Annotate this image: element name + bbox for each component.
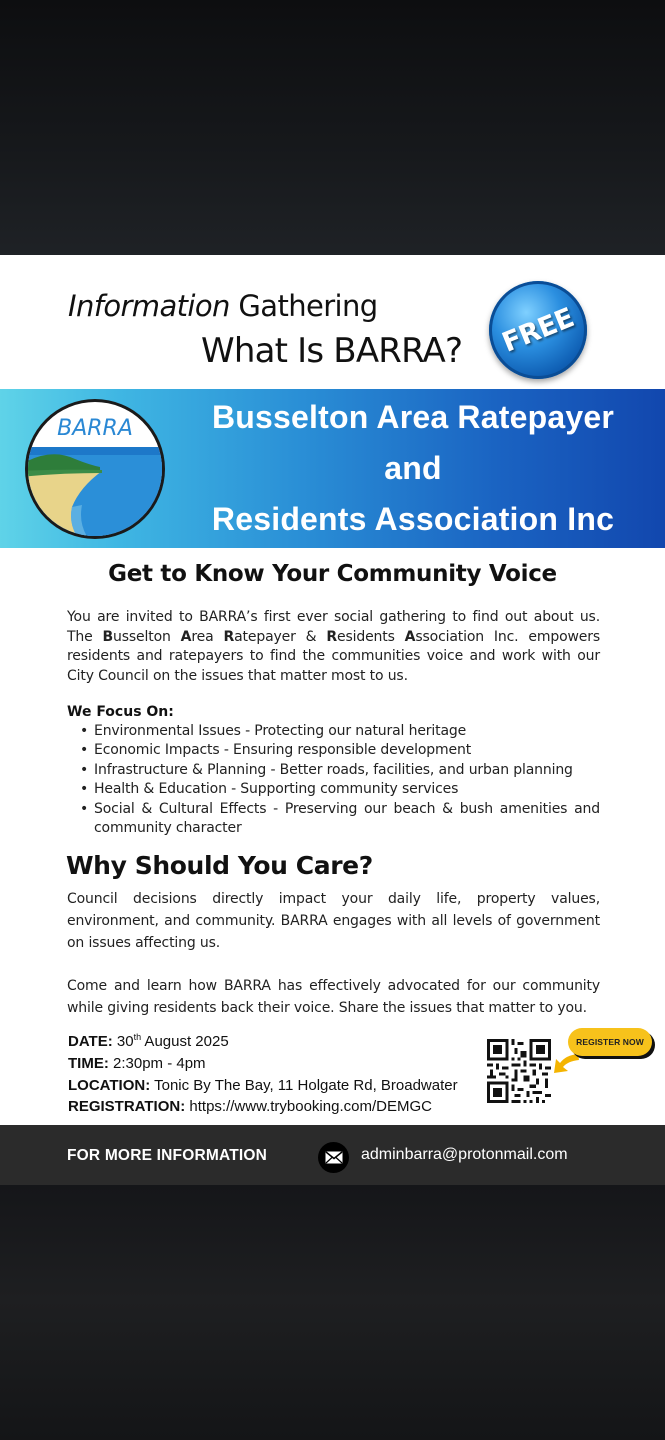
qr-code-icon[interactable] [487, 1039, 551, 1103]
envelope-icon [325, 1151, 343, 1164]
list-item: • Social & Cultural Effects - Preserving our beach & bush amenities and community character [94, 800, 600, 839]
association-banner [0, 389, 665, 548]
event-time: TIME: 2:30pm - 4pm [68, 1054, 206, 1072]
list-item: • Environmental Issues - Protecting our natural heritage [94, 722, 600, 741]
event-registration: REGISTRATION: https://www.trybooking.com/DEMGC [68, 1098, 432, 1116]
event-location: LOCATION: Tonic By The Bay, 11 Holgate Rd, Broadwater [68, 1076, 458, 1094]
focus-heading: We Focus On: [67, 704, 174, 720]
intro-heading: Get to Know Your Community Voice [108, 561, 557, 587]
mail-icon [318, 1142, 349, 1173]
care-paragraph-2: Come and learn how BARRA has effectively advocated for our community while giving residents back their voice. Share the issues that matter to you. [67, 978, 600, 1016]
care-heading: Why Should You Care? [66, 851, 373, 880]
list-item: • Economic Impacts - Ensuring responsible development [94, 741, 600, 760]
header-title: What Is BARRA? [201, 331, 463, 371]
barra-logo-icon [20, 397, 170, 541]
contact-email-link[interactable]: adminbarra@protonmail.com [361, 1146, 568, 1163]
care-paragraph-1: Council decisions directly impact your daily life, property values, environment, and community. BARRA engages with all levels of government on issues affecting us. [67, 891, 600, 951]
association-name: Busselton Area Ratepayer and Residents Association Inc [211, 399, 615, 537]
header-subtitle: Information Gathering [68, 289, 378, 323]
register-now-button[interactable]: REGISTER NOW [568, 1028, 652, 1056]
event-flyer [0, 255, 665, 1125]
logo-text: BARRA [57, 416, 133, 441]
list-item: • Infrastructure & Planning - Better roads, facilities, and urban planning [94, 761, 600, 780]
registration-link[interactable]: https://www.trybooking.com/DEMGC [185, 1098, 432, 1116]
list-item: • Health & Education - Supporting community services [94, 780, 600, 799]
free-badge-label: FREE [497, 301, 579, 359]
event-date: DATE: 30th August 2025 [68, 1032, 229, 1050]
footer-label: FOR MORE INFORMATION [67, 1147, 268, 1164]
intro-paragraph: You are invited to BARRA’s first ever social gathering to find out about us. The Busselton Area Ratepayer & Residents Association Inc. empowers residents and ratepayers to find the communities voice and work with our City Council on the issues that matter most to us. [67, 609, 601, 684]
event-details [68, 1031, 458, 1118]
free-badge [489, 281, 587, 379]
focus-list [94, 722, 600, 838]
contact-footer [0, 1125, 665, 1185]
